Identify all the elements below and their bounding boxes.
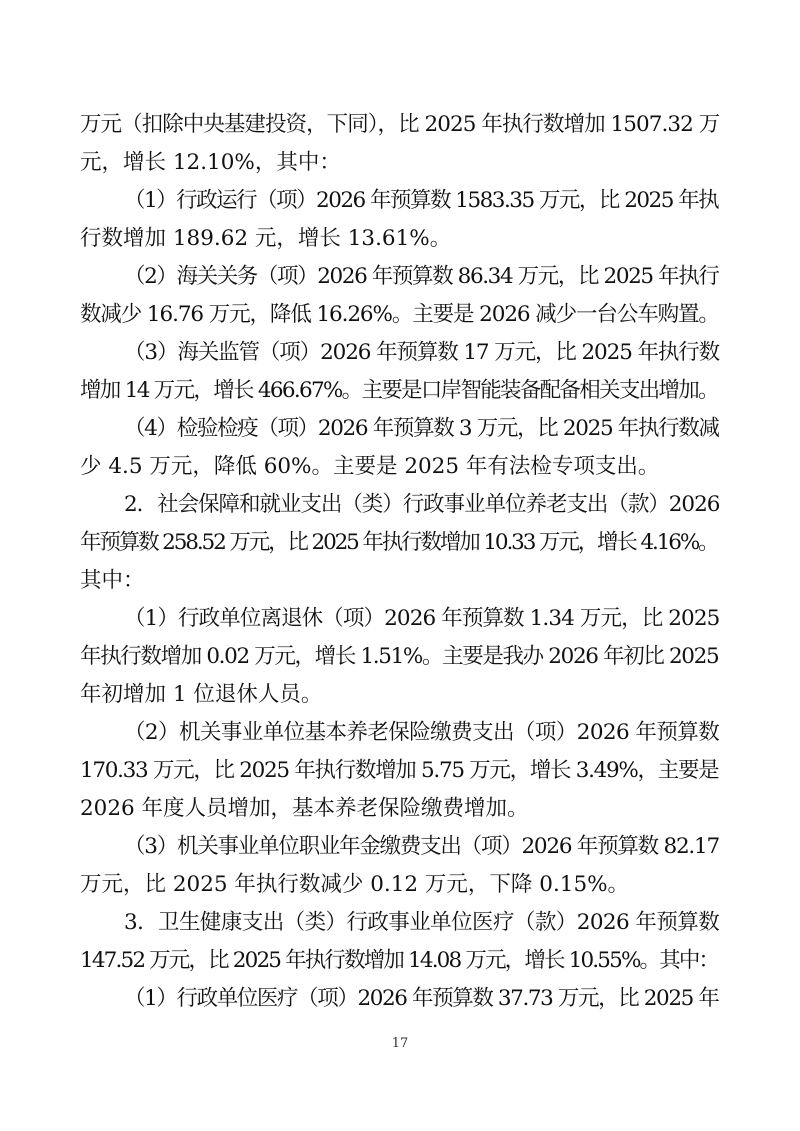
text-line: 其中： bbox=[80, 568, 145, 593]
text-line: 年预算数 258.52 万元，比 2025 年执行数增加 10.33 万元，增长 4.16%。 bbox=[80, 530, 718, 555]
text-line: （3）海关监管（项）2026 年预算数 17 万元，比 2025 年执行数 bbox=[124, 340, 720, 365]
text-line: （1）行政运行（项）2026 年预算数 1583.35 万元，比 2025 年执 bbox=[124, 188, 719, 213]
text-line: 万元，比 2025 年执行数减少 0.12 万元，下降 0.15%。 bbox=[80, 872, 630, 897]
text-line: （3）机关事业单位职业年金缴费支出（项）2026 年预算数 82.17 bbox=[124, 834, 719, 859]
text-line: 元，增长 12.10%，其中： bbox=[80, 150, 341, 175]
text-line: 数减少 16.76 万元，降低 16.26%。主要是 2026 减少一台公车购置。 bbox=[80, 302, 719, 327]
text-line: （1）行政单位医疗（项）2026 年预算数 37.73 万元，比 2025 年 bbox=[124, 986, 719, 1011]
text-line: （2）海关关务（项）2026 年预算数 86.34 万元，比 2025 年执行 bbox=[124, 264, 719, 289]
text-line: 170.33 万元，比 2025 年执行数增加 5.75 万元，增长 3.49%，主要是 bbox=[80, 758, 719, 783]
text-line: （2）机关事业单位基本养老保险缴费支出（项）2026 年预算数 bbox=[124, 720, 720, 745]
text-line: 年执行数增加 0.02 万元，增长 1.51%。主要是我办 2026 年初比 2025 bbox=[80, 644, 719, 669]
text-line: 3．卫生健康支出（类）行政事业单位医疗（款）2026 年预算数 bbox=[124, 910, 720, 935]
text-line: 行数增加 189.62 元，增长 13.61%。 bbox=[80, 226, 452, 251]
text-line: 少 4.5 万元，降低 60%。主要是 2025 年有法检专项支出。 bbox=[80, 454, 660, 479]
text-line: 增加 14 万元，增长 466.67%。主要是口岸智能装备配备相关支出增加。 bbox=[80, 378, 718, 403]
text-line: 万元（扣除中央基建投资，下同），比 2025 年执行数增加 1507.32 万 bbox=[80, 112, 720, 137]
page-number: 17 bbox=[391, 1036, 409, 1051]
text-line: （4）检验检疫（项）2026 年预算数 3 万元，比 2025 年执行数减 bbox=[124, 416, 719, 441]
text-line: 年初增加 1 位退休人员。 bbox=[80, 682, 323, 707]
text-line: （1）行政单位离退休（项）2026 年预算数 1.34 万元，比 2025 bbox=[124, 606, 720, 631]
text-line: 2026 年度人员增加，基本养老保险缴费增加。 bbox=[80, 796, 529, 821]
text-line: 2．社会保障和就业支出（类）行政事业单位养老支出（款）2026 bbox=[124, 492, 720, 517]
text-line: 147.52 万元，比 2025 年执行数增加 14.08 万元，增长 10.55%。其中： bbox=[80, 948, 719, 973]
